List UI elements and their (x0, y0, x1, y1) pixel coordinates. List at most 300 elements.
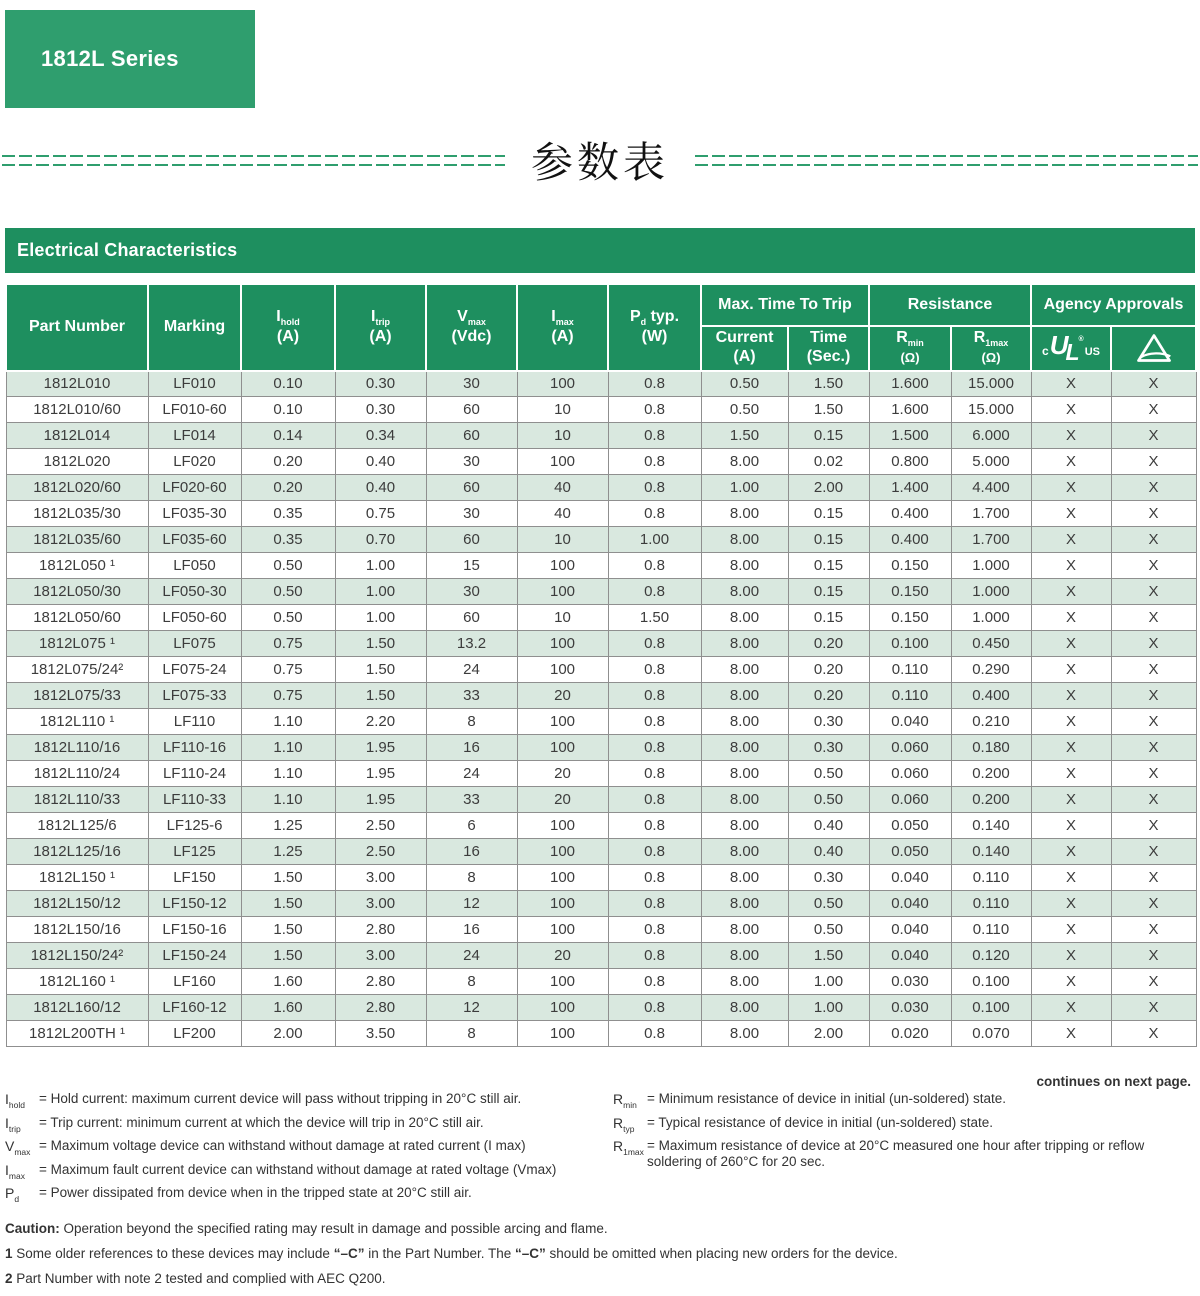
cell: 1.50 (241, 865, 335, 891)
cell: 1812L110/33 (6, 787, 148, 813)
cell: 0.8 (608, 969, 701, 995)
col-header-rmin: $R_{min}$ (Ω) (869, 326, 951, 371)
cell: 0.070 (951, 1021, 1031, 1047)
col-header-culus (1031, 326, 1111, 371)
cell: LF110-33 (148, 787, 241, 813)
cell: 40 (517, 501, 608, 527)
continues-note: continues on next page. (1036, 1074, 1191, 1089)
cell: X (1031, 683, 1111, 709)
cell: 1812L125/6 (6, 813, 148, 839)
cell: 6 (426, 813, 517, 839)
cell: 8.00 (701, 657, 788, 683)
cell: 0.8 (608, 1021, 701, 1047)
cell: 0.8 (608, 553, 701, 579)
cell: 0.50 (701, 397, 788, 423)
cell: 8 (426, 865, 517, 891)
cell: 100 (517, 553, 608, 579)
cell: 1812L050/60 (6, 605, 148, 631)
cell: 0.40 (788, 813, 869, 839)
cell: 100 (517, 371, 608, 397)
cell: 13.2 (426, 631, 517, 657)
cell: 1812L020 (6, 449, 148, 475)
cell: X (1111, 397, 1196, 423)
cell: X (1111, 475, 1196, 501)
cell: X (1111, 371, 1196, 397)
cell: 1.50 (788, 943, 869, 969)
cell: X (1031, 631, 1111, 657)
cell: X (1111, 787, 1196, 813)
cell: 0.40 (335, 449, 426, 475)
cell: 1812L014 (6, 423, 148, 449)
cell: 1.95 (335, 761, 426, 787)
table-row (6, 683, 1196, 709)
cell: 16 (426, 917, 517, 943)
cell: 0.50 (788, 787, 869, 813)
cell: 0.15 (788, 527, 869, 553)
col-header-itrip: $I_{trip}$ (A) (335, 284, 426, 371)
cell: 1812L010/60 (6, 397, 148, 423)
definition-line (5, 1091, 613, 1111)
cell: 1.00 (335, 605, 426, 631)
table-row (6, 475, 1196, 501)
definition-symbol: $R_{min}$ (613, 1091, 637, 1110)
cell: X (1031, 969, 1111, 995)
cell: X (1031, 371, 1111, 397)
note-label: 1 (5, 1246, 13, 1261)
definition-symbol: $V_{max}$ (5, 1138, 31, 1157)
definition-symbol: $R_{typ}$ (613, 1114, 635, 1134)
cell: 8.00 (701, 839, 788, 865)
cell: 40 (517, 475, 608, 501)
cell: 0.400 (951, 683, 1031, 709)
cell: 0.20 (241, 475, 335, 501)
cell: 0.180 (951, 735, 1031, 761)
cell: 16 (426, 735, 517, 761)
cell: X (1031, 605, 1111, 631)
cell: LF075-33 (148, 683, 241, 709)
cell: 0.50 (241, 553, 335, 579)
cell: 1.600 (869, 397, 951, 423)
cell: 60 (426, 605, 517, 631)
cell: 8.00 (701, 865, 788, 891)
electrical-characteristics-table (5, 283, 1195, 1047)
cell: 0.040 (869, 709, 951, 735)
cell: 1.700 (951, 501, 1031, 527)
cell: 1.00 (788, 969, 869, 995)
cell: 1812L075/24² (6, 657, 148, 683)
cell: 0.800 (869, 449, 951, 475)
cell: LF075-24 (148, 657, 241, 683)
cell: 1.700 (951, 527, 1031, 553)
cell: 8.00 (701, 1021, 788, 1047)
cell: 0.210 (951, 709, 1031, 735)
cell: LF150 (148, 865, 241, 891)
cell: 0.100 (951, 969, 1031, 995)
cell: 0.20 (788, 631, 869, 657)
cell: LF160-12 (148, 995, 241, 1021)
cell: LF150-24 (148, 943, 241, 969)
definition-text: = Power dissipated from device when in the tripped state at 20°C still air. (39, 1185, 472, 1201)
cell: 0.120 (951, 943, 1031, 969)
cell: X (1111, 553, 1196, 579)
cell: 100 (517, 709, 608, 735)
cell: 100 (517, 631, 608, 657)
cell: 0.50 (701, 371, 788, 397)
cell: 8 (426, 1021, 517, 1047)
cell: 1812L110/24 (6, 761, 148, 787)
cell: 0.8 (608, 995, 701, 1021)
cell: X (1111, 501, 1196, 527)
cell: X (1031, 449, 1111, 475)
cell: 1.10 (241, 787, 335, 813)
table-row (6, 553, 1196, 579)
cell: LF020-60 (148, 475, 241, 501)
definition-line (613, 1138, 1195, 1169)
cell: 0.150 (869, 579, 951, 605)
cell: LF110-16 (148, 735, 241, 761)
cell: 2.00 (788, 475, 869, 501)
cell: X (1031, 943, 1111, 969)
cell: 0.140 (951, 839, 1031, 865)
cell: 0.75 (241, 631, 335, 657)
cell: 0.8 (608, 813, 701, 839)
table-row (6, 423, 1196, 449)
table-row (6, 501, 1196, 527)
cell: 100 (517, 995, 608, 1021)
cell: 8.00 (701, 917, 788, 943)
cell: X (1031, 657, 1111, 683)
cell: X (1111, 735, 1196, 761)
cell: 2.50 (335, 813, 426, 839)
cell: 1.50 (335, 631, 426, 657)
cell: 1.50 (241, 891, 335, 917)
cell: 1812L125/16 (6, 839, 148, 865)
cell: 8.00 (701, 605, 788, 631)
cell: 0.15 (788, 605, 869, 631)
cell: 1.000 (951, 579, 1031, 605)
cell: 60 (426, 475, 517, 501)
cell: 100 (517, 865, 608, 891)
cell: 0.10 (241, 371, 335, 397)
cell: 0.060 (869, 787, 951, 813)
cell: 0.35 (241, 501, 335, 527)
cell: 60 (426, 423, 517, 449)
cell: 15.000 (951, 397, 1031, 423)
cell: 20 (517, 683, 608, 709)
definition-line (5, 1162, 613, 1182)
cell: X (1111, 917, 1196, 943)
definition-line (5, 1115, 613, 1135)
table-body (6, 371, 1196, 1047)
definition-text: = Typical resistance of device in initial (un-soldered) state. (647, 1114, 994, 1130)
table-row (6, 735, 1196, 761)
cell: 20 (517, 943, 608, 969)
cell: 0.30 (788, 865, 869, 891)
cell: 1.50 (788, 371, 869, 397)
col-header-r1max: $R_{1max}$ (Ω) (951, 326, 1031, 371)
definition-line (613, 1091, 1195, 1111)
cell: LF160 (148, 969, 241, 995)
definition-symbol: $I_{hold}$ (5, 1091, 25, 1110)
cell: X (1031, 553, 1111, 579)
cell: 0.050 (869, 813, 951, 839)
cell: 1812L160/12 (6, 995, 148, 1021)
table-row (6, 657, 1196, 683)
cell: 1812L035/30 (6, 501, 148, 527)
definition-text: = Trip current: minimum current at which the device will trip in 20°C still air. (39, 1114, 484, 1130)
cell: 1.500 (869, 423, 951, 449)
section-header (5, 228, 1195, 273)
cell: 1.25 (241, 839, 335, 865)
cell: 0.14 (241, 423, 335, 449)
cell: 1.95 (335, 735, 426, 761)
cell: 1.50 (335, 683, 426, 709)
table-row (6, 891, 1196, 917)
table-row (6, 631, 1196, 657)
cell: 24 (426, 943, 517, 969)
cell: 0.20 (788, 657, 869, 683)
cell: 0.8 (608, 761, 701, 787)
cell: 0.8 (608, 657, 701, 683)
cell: X (1111, 423, 1196, 449)
cell: 12 (426, 995, 517, 1021)
cell: LF020 (148, 449, 241, 475)
cell: 20 (517, 787, 608, 813)
cell: 100 (517, 917, 608, 943)
definition-text: = Hold current: maximum current device will pass without tripping in 20°C still air. (39, 1091, 522, 1106)
cell: X (1111, 579, 1196, 605)
table-row (6, 865, 1196, 891)
cell: 12 (426, 891, 517, 917)
cell: 8.00 (701, 995, 788, 1021)
cell: 8 (426, 969, 517, 995)
definition-symbol: $I_{trip}$ (5, 1114, 21, 1134)
cell: 100 (517, 657, 608, 683)
table-row (6, 371, 1196, 397)
cell: X (1031, 579, 1111, 605)
cell: 2.80 (335, 995, 426, 1021)
cell: 0.040 (869, 917, 951, 943)
cell: 1.50 (335, 657, 426, 683)
cell: X (1031, 787, 1111, 813)
cell: 0.020 (869, 1021, 951, 1047)
cell: 0.200 (951, 761, 1031, 787)
cell: 24 (426, 761, 517, 787)
cell: 1.50 (608, 605, 701, 631)
cell: LF010-60 (148, 397, 241, 423)
definition-symbol: $I_{max}$ (5, 1161, 25, 1181)
cell: 0.50 (241, 579, 335, 605)
cell: X (1111, 995, 1196, 1021)
col-header-trip-current: Current (A) (701, 326, 788, 371)
table-row (6, 813, 1196, 839)
cell: 0.030 (869, 969, 951, 995)
cell: 2.50 (335, 839, 426, 865)
table-row (6, 579, 1196, 605)
cell: 8.00 (701, 631, 788, 657)
cell: 33 (426, 787, 517, 813)
table-row (6, 527, 1196, 553)
cell: 0.15 (788, 579, 869, 605)
cell: 0.450 (951, 631, 1031, 657)
note-line: 2 Part Number with note 2 tested and complied with AEC Q200. (5, 1271, 386, 1287)
cell: X (1111, 1021, 1196, 1047)
cell: 1.50 (788, 397, 869, 423)
cell: 0.8 (608, 423, 701, 449)
cell: 5.000 (951, 449, 1031, 475)
cell: 0.110 (869, 683, 951, 709)
tuv-triangle-icon (1113, 333, 1194, 364)
page-title-row (0, 128, 1200, 192)
series-badge (5, 10, 255, 108)
cell: 0.8 (608, 787, 701, 813)
col-header-pd: $P_d$ typ. (W) (608, 284, 701, 371)
table-row (6, 969, 1196, 995)
cell: 8.00 (701, 579, 788, 605)
cell: 0.34 (335, 423, 426, 449)
cell: 3.00 (335, 891, 426, 917)
cell: 100 (517, 839, 608, 865)
cell: LF035-30 (148, 501, 241, 527)
cell: 1812L035/60 (6, 527, 148, 553)
series-title: 1812L Series (41, 46, 179, 71)
cell: 8.00 (701, 683, 788, 709)
definition-text: = Minimum resistance of device in initial (un-soldered) state. (647, 1091, 1007, 1106)
definition-line (5, 1138, 613, 1158)
cell: 15.000 (951, 371, 1031, 397)
cell: 0.10 (241, 397, 335, 423)
cell: X (1111, 865, 1196, 891)
cell: 1812L075/33 (6, 683, 148, 709)
cell: 0.8 (608, 709, 701, 735)
cell: 0.30 (335, 371, 426, 397)
cell: LF125-6 (148, 813, 241, 839)
cell: 30 (426, 579, 517, 605)
cell: 0.8 (608, 917, 701, 943)
cell: 8.00 (701, 943, 788, 969)
cell: X (1111, 891, 1196, 917)
cell: 1.600 (869, 371, 951, 397)
cell: 2.80 (335, 917, 426, 943)
cell: 0.100 (951, 995, 1031, 1021)
cell: 0.110 (951, 891, 1031, 917)
cell: 0.20 (241, 449, 335, 475)
definition-symbol: $P_d$ (5, 1185, 20, 1205)
cell: 1812L150/24² (6, 943, 148, 969)
cell: 2.00 (788, 1021, 869, 1047)
cell: X (1031, 891, 1111, 917)
cell: X (1031, 917, 1111, 943)
cell: LF050-60 (148, 605, 241, 631)
cell: X (1111, 449, 1196, 475)
bottom-notes (5, 1221, 1195, 1288)
section-title: Electrical Characteristics (17, 240, 238, 260)
cell: 0.140 (951, 813, 1031, 839)
col-header-imax: $I_{max}$ (A) (517, 284, 608, 371)
cell: 1.00 (608, 527, 701, 553)
table-row (6, 1021, 1196, 1047)
cell: 10 (517, 605, 608, 631)
cell: LF125 (148, 839, 241, 865)
cell: 10 (517, 527, 608, 553)
cell: 1812L020/60 (6, 475, 148, 501)
cell: LF110 (148, 709, 241, 735)
cell: 3.00 (335, 943, 426, 969)
definition-line (613, 1115, 1195, 1135)
page-title: 参数表 (531, 138, 670, 187)
group-header-max-time-to-trip: Max. Time To Trip (701, 284, 869, 326)
cell: 0.8 (608, 449, 701, 475)
cell: X (1111, 969, 1196, 995)
note-label: Caution: (5, 1220, 60, 1236)
cell: 8.00 (701, 813, 788, 839)
cell: 16 (426, 839, 517, 865)
cell: LF050-30 (148, 579, 241, 605)
cell: 1.10 (241, 709, 335, 735)
cell: 60 (426, 397, 517, 423)
col-header-ihold: $I_{hold}$ (A) (241, 284, 335, 371)
cell: LF110-24 (148, 761, 241, 787)
cell: LF014 (148, 423, 241, 449)
title-divider-right (695, 155, 1198, 166)
cell: 20 (517, 761, 608, 787)
cell: 0.15 (788, 423, 869, 449)
cell: 1.00 (701, 475, 788, 501)
cell: LF035-60 (148, 527, 241, 553)
cell: 0.50 (788, 917, 869, 943)
cell: 0.150 (869, 553, 951, 579)
cell: 1.95 (335, 787, 426, 813)
cell: 0.110 (869, 657, 951, 683)
cell: 0.060 (869, 761, 951, 787)
definitions-left (5, 1091, 613, 1209)
cell: 33 (426, 683, 517, 709)
cell: 30 (426, 449, 517, 475)
cell: 1.000 (951, 605, 1031, 631)
cell: 10 (517, 397, 608, 423)
cell: 0.40 (335, 475, 426, 501)
col-header-trip-time: Time (Sec.) (788, 326, 869, 371)
cell: 1812L200TH ¹ (6, 1021, 148, 1047)
cell: 0.040 (869, 943, 951, 969)
cell: 60 (426, 527, 517, 553)
cell: 8.00 (701, 969, 788, 995)
cell: 0.30 (335, 397, 426, 423)
cell: 0.200 (951, 787, 1031, 813)
cell: X (1111, 683, 1196, 709)
cell: 0.30 (788, 735, 869, 761)
cell: LF150-16 (148, 917, 241, 943)
cell: 0.110 (951, 865, 1031, 891)
table-row (6, 449, 1196, 475)
cell: 30 (426, 501, 517, 527)
cell: 0.8 (608, 891, 701, 917)
col-header-tuv (1111, 326, 1196, 371)
cell: 0.110 (951, 917, 1031, 943)
cell: 0.290 (951, 657, 1031, 683)
cell: 1.00 (788, 995, 869, 1021)
cell: X (1111, 813, 1196, 839)
cell: 24 (426, 657, 517, 683)
cell: 10 (517, 423, 608, 449)
cell: 0.30 (788, 709, 869, 735)
definition-text: = Maximum resistance of device at 20°C measured one hour after tripping or reflow soldering of 260°C for 20 sec. (647, 1138, 1145, 1169)
title-divider-left (2, 155, 505, 166)
table-row (6, 995, 1196, 1021)
footer-notes (5, 1074, 1195, 1296)
cell: 0.040 (869, 865, 951, 891)
cell: 0.35 (241, 527, 335, 553)
